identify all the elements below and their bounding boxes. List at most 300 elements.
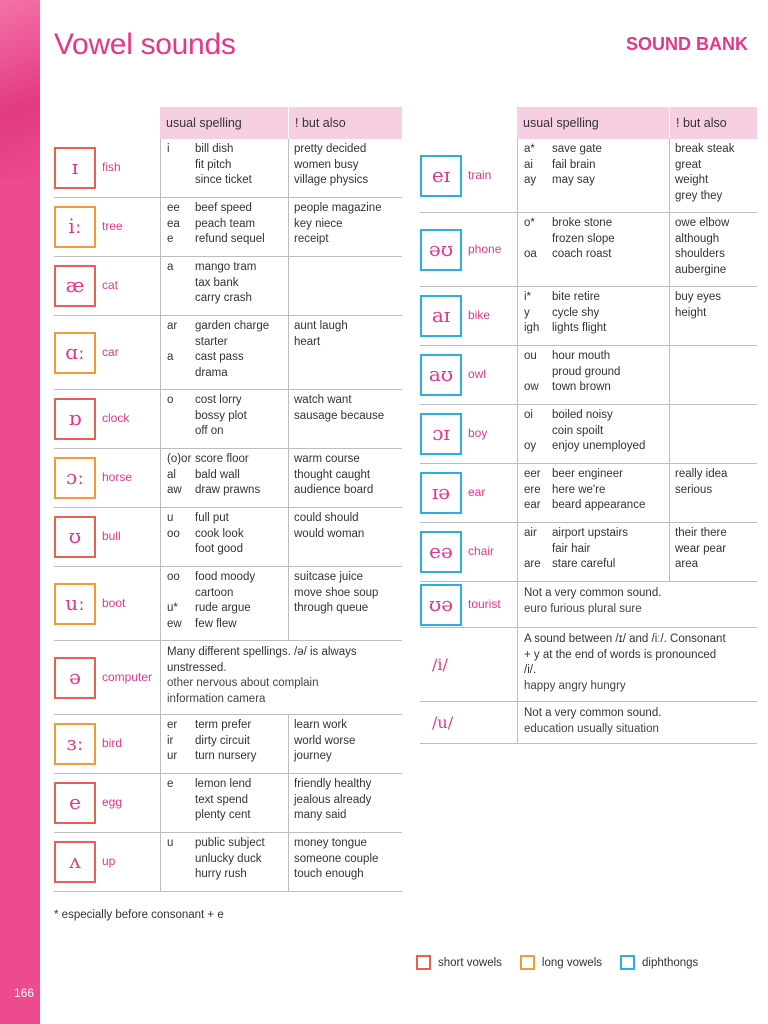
spelling-pattern: ere — [524, 483, 541, 496]
exception-words: their there — [675, 527, 727, 539]
legend-item — [620, 955, 698, 970]
key-word: cat — [102, 278, 119, 293]
but-also-cell — [288, 390, 402, 448]
exception-words: suitcase juice — [294, 571, 364, 583]
but-also-cell — [288, 257, 402, 315]
symbol-cell — [54, 449, 160, 507]
spelling-line — [524, 380, 664, 396]
example-words: coach roast — [552, 248, 612, 260]
note-line: happy angry hungry — [524, 679, 626, 692]
spelling-pattern: aw — [167, 484, 182, 496]
exception-words: weight — [675, 174, 709, 186]
usual-spelling-cell — [160, 715, 288, 773]
section-label: SOUND BANK — [625, 34, 748, 54]
key-word: car — [102, 344, 119, 359]
phoneme-icon: e — [54, 782, 96, 824]
phoneme-icon: æ — [54, 265, 96, 307]
spelling-pattern — [167, 852, 195, 868]
spelling-pattern: ee — [167, 202, 180, 214]
but-also-cell — [669, 287, 757, 345]
spelling-line — [167, 260, 283, 276]
spelling-line — [167, 793, 283, 809]
sidebar-fold — [0, 0, 40, 180]
spelling-pattern — [167, 808, 195, 824]
table-row — [420, 287, 757, 346]
table-row — [54, 715, 402, 774]
key-word: fish — [102, 160, 121, 175]
example-words: foot good — [195, 543, 243, 555]
spelling-pattern — [167, 542, 195, 558]
table-row — [420, 346, 757, 405]
spelling-line — [167, 201, 283, 217]
legend-label: diphthongs — [642, 956, 699, 969]
example-words: since ticket — [195, 174, 252, 186]
spelling-pattern: ea — [167, 217, 180, 230]
symbol-cell — [54, 139, 160, 197]
example-words: fit pitch — [195, 158, 232, 171]
page-title: Vowel sounds — [54, 28, 236, 61]
spelling-pattern: ur — [167, 750, 178, 762]
example-words: here we're — [552, 483, 606, 496]
example-words: unlucky duck — [195, 852, 262, 865]
spelling-line — [524, 216, 664, 232]
exception-words: jealous already — [294, 793, 372, 806]
exception-words: grey they — [675, 189, 723, 202]
spelling-line — [524, 483, 664, 499]
example-words: full put — [195, 512, 229, 524]
exception-words: people magazine — [294, 202, 382, 214]
vowels-table-right — [420, 107, 757, 744]
spelling-pattern: oy — [524, 440, 537, 452]
exception-words: height — [675, 306, 707, 319]
table-row — [420, 213, 757, 287]
exception-words: move shoe soup — [294, 586, 379, 599]
phoneme-icon: ə — [54, 657, 96, 699]
spelling-line — [524, 158, 664, 174]
legend-item — [520, 955, 602, 970]
example-words: save gate — [552, 143, 602, 155]
usual-spelling-cell — [160, 567, 288, 640]
usual-spelling-cell — [517, 287, 669, 345]
header-also: ! but also — [288, 107, 402, 139]
phoneme-icon: əʊ — [420, 229, 462, 271]
spelling-pattern — [167, 424, 195, 440]
symbol-cell — [54, 833, 160, 891]
example-words: rude argue — [195, 602, 251, 614]
spelling-pattern — [167, 409, 195, 425]
spelling-pattern: a — [167, 261, 174, 273]
spelling-line — [167, 409, 283, 425]
but-also-cell — [288, 508, 402, 566]
note-line: euro furious plural sure — [524, 602, 642, 615]
spelling-pattern — [167, 291, 195, 307]
usual-spelling-cell — [160, 449, 288, 507]
note-line: other nervous about complain — [167, 677, 319, 689]
spelling-pattern: ir — [167, 734, 174, 747]
phoneme-icon: ɪ — [54, 147, 96, 189]
table-row — [420, 139, 757, 213]
table-row — [54, 641, 402, 715]
table-row — [54, 257, 402, 316]
but-also-cell — [288, 715, 402, 773]
spelling-pattern: i — [167, 143, 170, 155]
example-words: mango tram — [195, 261, 257, 273]
example-words: few flew — [195, 617, 237, 630]
spelling-line — [524, 232, 664, 248]
key-word: boy — [468, 426, 488, 441]
note-line: education usually situation — [524, 722, 659, 735]
spelling-pattern: ou — [524, 350, 537, 362]
exception-words: aubergine — [675, 263, 727, 276]
note-line: unstressed. — [167, 661, 227, 674]
spelling-line — [167, 483, 283, 499]
spelling-line — [167, 749, 283, 765]
key-word: tree — [102, 219, 123, 234]
usual-spelling-cell — [160, 198, 288, 256]
usual-spelling-cell — [517, 139, 669, 212]
spelling-pattern: eer — [524, 468, 541, 480]
example-words: stare careful — [552, 558, 616, 570]
spelling-line — [524, 557, 664, 573]
footnote: * especially before consonant + e — [54, 909, 224, 921]
example-words: cast pass — [195, 351, 244, 363]
spelling-line — [167, 158, 283, 174]
spelling-pattern: u — [167, 512, 174, 524]
example-words: carry crash — [195, 292, 252, 304]
exception-words: really idea — [675, 468, 728, 480]
usual-spelling-cell — [160, 257, 288, 315]
ipa-symbol: /i/ — [432, 654, 448, 674]
exception-words: friendly healthy — [294, 778, 372, 790]
spelling-pattern: o — [167, 394, 174, 406]
usual-spelling-cell — [517, 523, 669, 581]
example-words: bill dish — [195, 143, 234, 155]
spelling-pattern: (o)or — [167, 453, 192, 465]
note-cell — [517, 582, 757, 627]
example-words: fail brain — [552, 158, 596, 171]
legend-label: short vowels — [438, 956, 502, 969]
but-also-cell — [669, 346, 757, 404]
note-line: A sound between /ɪ/ and /iː/. Consonant — [524, 633, 726, 645]
but-also-cell — [288, 316, 402, 389]
table-row — [54, 316, 402, 390]
but-also-cell — [669, 139, 757, 212]
exception-words: world worse — [294, 734, 356, 747]
table-row — [54, 833, 402, 892]
exception-words: key niece — [294, 217, 343, 230]
example-words: may say — [552, 174, 595, 186]
usual-spelling-cell — [517, 464, 669, 522]
spelling-pattern: u — [167, 837, 174, 849]
example-words: tax bank — [195, 276, 239, 289]
spelling-pattern: u* — [167, 602, 178, 614]
table-header — [54, 107, 402, 139]
spelling-line — [167, 291, 283, 307]
header-usual: usual spelling — [517, 107, 669, 139]
but-also-cell — [669, 405, 757, 463]
legend-item — [416, 955, 502, 970]
spelling-pattern: ar — [167, 320, 178, 332]
table-row — [54, 508, 402, 567]
usual-spelling-cell — [517, 346, 669, 404]
exception-words: journey — [294, 750, 332, 762]
symbol-cell — [54, 774, 160, 832]
spelling-pattern: e — [167, 233, 174, 245]
spelling-pattern: oo — [167, 571, 180, 583]
symbol-cell — [420, 213, 517, 286]
example-words: boiled noisy — [552, 409, 613, 421]
but-also-cell — [288, 139, 402, 197]
spelling-pattern — [524, 232, 552, 248]
key-word: boot — [102, 595, 126, 610]
spelling-line — [167, 542, 283, 558]
symbol-cell — [54, 316, 160, 389]
spelling-line — [167, 777, 283, 793]
note-cell — [160, 641, 402, 714]
example-words: bald wall — [195, 468, 240, 481]
legend-swatch — [620, 955, 635, 970]
example-words: cook look — [195, 527, 244, 540]
example-words: bite retire — [552, 291, 600, 303]
table-row — [420, 523, 757, 582]
spelling-pattern — [524, 424, 552, 440]
spelling-pattern — [167, 793, 195, 809]
example-words: hour mouth — [552, 350, 611, 362]
spelling-pattern: oo — [167, 527, 180, 540]
symbol-cell — [54, 390, 160, 448]
spelling-line — [167, 468, 283, 484]
spelling-line — [524, 173, 664, 189]
spelling-line — [167, 142, 283, 158]
spelling-pattern: ow — [524, 381, 539, 393]
note-line: information camera — [167, 692, 266, 705]
example-words: cycle shy — [552, 306, 600, 319]
exception-words: thought caught — [294, 468, 371, 481]
table-row — [54, 198, 402, 257]
vowels-table-left — [54, 107, 402, 892]
example-words: frozen slope — [552, 232, 615, 245]
example-words: coin spoilt — [552, 424, 604, 437]
exception-words: serious — [675, 483, 713, 496]
note-line: Many different spellings. /ə/ is always — [167, 646, 357, 658]
table-row — [54, 774, 402, 833]
example-words: refund sequel — [195, 233, 265, 245]
spelling-line — [167, 527, 283, 543]
spelling-line — [167, 366, 283, 382]
spelling-line — [524, 290, 664, 306]
example-words: cost lorry — [195, 394, 242, 406]
example-words: airport upstairs — [552, 527, 629, 539]
exception-words: would woman — [294, 527, 365, 540]
phoneme-icon: eɪ — [420, 155, 462, 197]
symbol-cell — [420, 405, 517, 463]
spelling-line — [524, 467, 664, 483]
exception-words: audience board — [294, 484, 374, 496]
phoneme-icon: ʌ — [54, 841, 96, 883]
exception-words: could should — [294, 512, 359, 524]
phoneme-icon: ʊ — [54, 516, 96, 558]
key-word: phone — [468, 241, 502, 256]
spelling-pattern: oi — [524, 409, 533, 421]
example-words: starter — [195, 335, 228, 348]
symbol-cell — [420, 287, 517, 345]
phoneme-icon: uː — [54, 583, 96, 625]
example-words: off on — [195, 425, 224, 437]
example-words: dirty circuit — [195, 734, 250, 747]
spelling-pattern: oa — [524, 248, 537, 260]
spelling-line — [524, 247, 664, 263]
note-line: + y at the end of words is pronounced — [524, 648, 717, 661]
but-also-cell — [288, 198, 402, 256]
example-words: beef speed — [195, 202, 252, 214]
spelling-pattern — [167, 276, 195, 292]
phoneme-icon: ɪə — [420, 472, 462, 514]
example-words: broke stone — [552, 217, 613, 229]
spelling-line — [167, 734, 283, 750]
example-words: peach team — [195, 217, 256, 230]
spelling-pattern: y — [524, 306, 530, 319]
exception-words: through queue — [294, 602, 369, 614]
example-words: drama — [195, 366, 228, 379]
spelling-line — [524, 306, 664, 322]
but-also-cell — [288, 774, 402, 832]
exception-words: sausage because — [294, 409, 385, 422]
table-row — [420, 628, 757, 702]
spelling-pattern: ear — [524, 499, 541, 511]
legend-label: long vowels — [541, 956, 603, 969]
symbol-cell — [54, 198, 160, 256]
spelling-line — [524, 142, 664, 158]
but-also-cell — [669, 523, 757, 581]
spelling-line — [524, 498, 664, 514]
spelling-line — [167, 511, 283, 527]
table-header — [420, 107, 757, 139]
ipa-symbol: /u/ — [432, 712, 454, 732]
exception-words: owe elbow — [675, 217, 730, 229]
key-word: ear — [468, 485, 486, 500]
spelling-pattern — [167, 586, 195, 602]
key-word: horse — [102, 470, 133, 485]
example-words: lights flight — [552, 322, 607, 334]
spelling-pattern: o* — [524, 217, 535, 229]
spelling-pattern: e — [167, 778, 174, 790]
example-words: town brown — [552, 381, 611, 393]
table-row — [54, 567, 402, 641]
exception-words: touch enough — [294, 868, 364, 880]
table-row — [54, 390, 402, 449]
spelling-pattern — [167, 173, 195, 189]
symbol-cell — [420, 582, 517, 627]
phoneme-icon: ɔː — [54, 457, 96, 499]
exception-words: great — [675, 158, 702, 171]
but-also-cell — [288, 833, 402, 891]
example-words: fair hair — [552, 542, 591, 555]
example-words: garden charge — [195, 320, 270, 332]
key-word: computer — [102, 669, 153, 684]
usual-spelling-cell — [160, 508, 288, 566]
spelling-pattern — [167, 335, 195, 351]
table-row — [420, 464, 757, 523]
example-words: plenty cent — [195, 809, 251, 821]
phoneme-icon: iː — [54, 206, 96, 248]
exception-words: watch want — [294, 394, 352, 406]
spelling-pattern: are — [524, 558, 541, 570]
phoneme-icon: ɒ — [54, 398, 96, 440]
example-words: food moody — [195, 571, 256, 583]
spelling-line — [167, 852, 283, 868]
exception-words: pretty decided — [294, 143, 367, 155]
note-cell — [517, 628, 757, 701]
symbol-cell — [420, 346, 517, 404]
spelling-pattern: a — [167, 351, 174, 363]
page-number: 166 — [14, 986, 35, 1000]
key-word: clock — [102, 411, 130, 426]
table-row — [54, 139, 402, 198]
exception-words: village physics — [294, 174, 369, 186]
exception-words: wear pear — [675, 542, 727, 555]
spelling-pattern — [524, 542, 552, 558]
example-words: bossy plot — [195, 409, 247, 422]
exception-words: heart — [294, 335, 321, 348]
key-word: chair — [468, 544, 495, 559]
exception-words: warm course — [294, 453, 360, 465]
exception-words: many said — [294, 809, 347, 821]
spelling-line — [167, 601, 283, 617]
spelling-line — [167, 335, 283, 351]
exception-words: receipt — [294, 233, 329, 245]
phoneme-icon: aʊ — [420, 354, 462, 396]
exception-words: area — [675, 558, 699, 570]
phoneme-icon: ɔɪ — [420, 413, 462, 455]
spelling-line — [167, 319, 283, 335]
phoneme-icon: ɑː — [54, 332, 96, 374]
spelling-line — [524, 365, 664, 381]
page-sidebar — [0, 0, 40, 1024]
spelling-line — [524, 542, 664, 558]
spelling-pattern: igh — [524, 322, 540, 334]
usual-spelling-cell — [517, 213, 669, 286]
example-words: lemon lend — [195, 778, 252, 790]
example-words: draw prawns — [195, 484, 261, 496]
spelling-pattern: ew — [167, 617, 182, 630]
but-also-cell — [288, 567, 402, 640]
table-row — [420, 702, 757, 744]
spelling-line — [167, 808, 283, 824]
legend-swatch — [416, 955, 431, 970]
exception-words: although — [675, 232, 720, 245]
exception-words: someone couple — [294, 852, 379, 865]
symbol-cell — [420, 702, 517, 743]
usual-spelling-cell — [160, 390, 288, 448]
example-words: beard appearance — [552, 499, 646, 511]
example-words: turn nursery — [195, 750, 257, 762]
exception-words: money tongue — [294, 837, 367, 849]
spelling-line — [167, 718, 283, 734]
example-words: text spend — [195, 793, 249, 806]
exception-words: learn work — [294, 719, 348, 731]
spelling-line — [167, 867, 283, 883]
spelling-pattern: al — [167, 468, 176, 481]
spelling-pattern: ay — [524, 174, 537, 186]
legend — [416, 955, 716, 970]
usual-spelling-cell — [160, 833, 288, 891]
example-words: cartoon — [195, 586, 234, 599]
symbol-cell — [54, 641, 160, 714]
phoneme-icon: eə — [420, 531, 462, 573]
key-word: egg — [102, 795, 123, 810]
spelling-pattern: a* — [524, 143, 535, 155]
but-also-cell — [669, 213, 757, 286]
